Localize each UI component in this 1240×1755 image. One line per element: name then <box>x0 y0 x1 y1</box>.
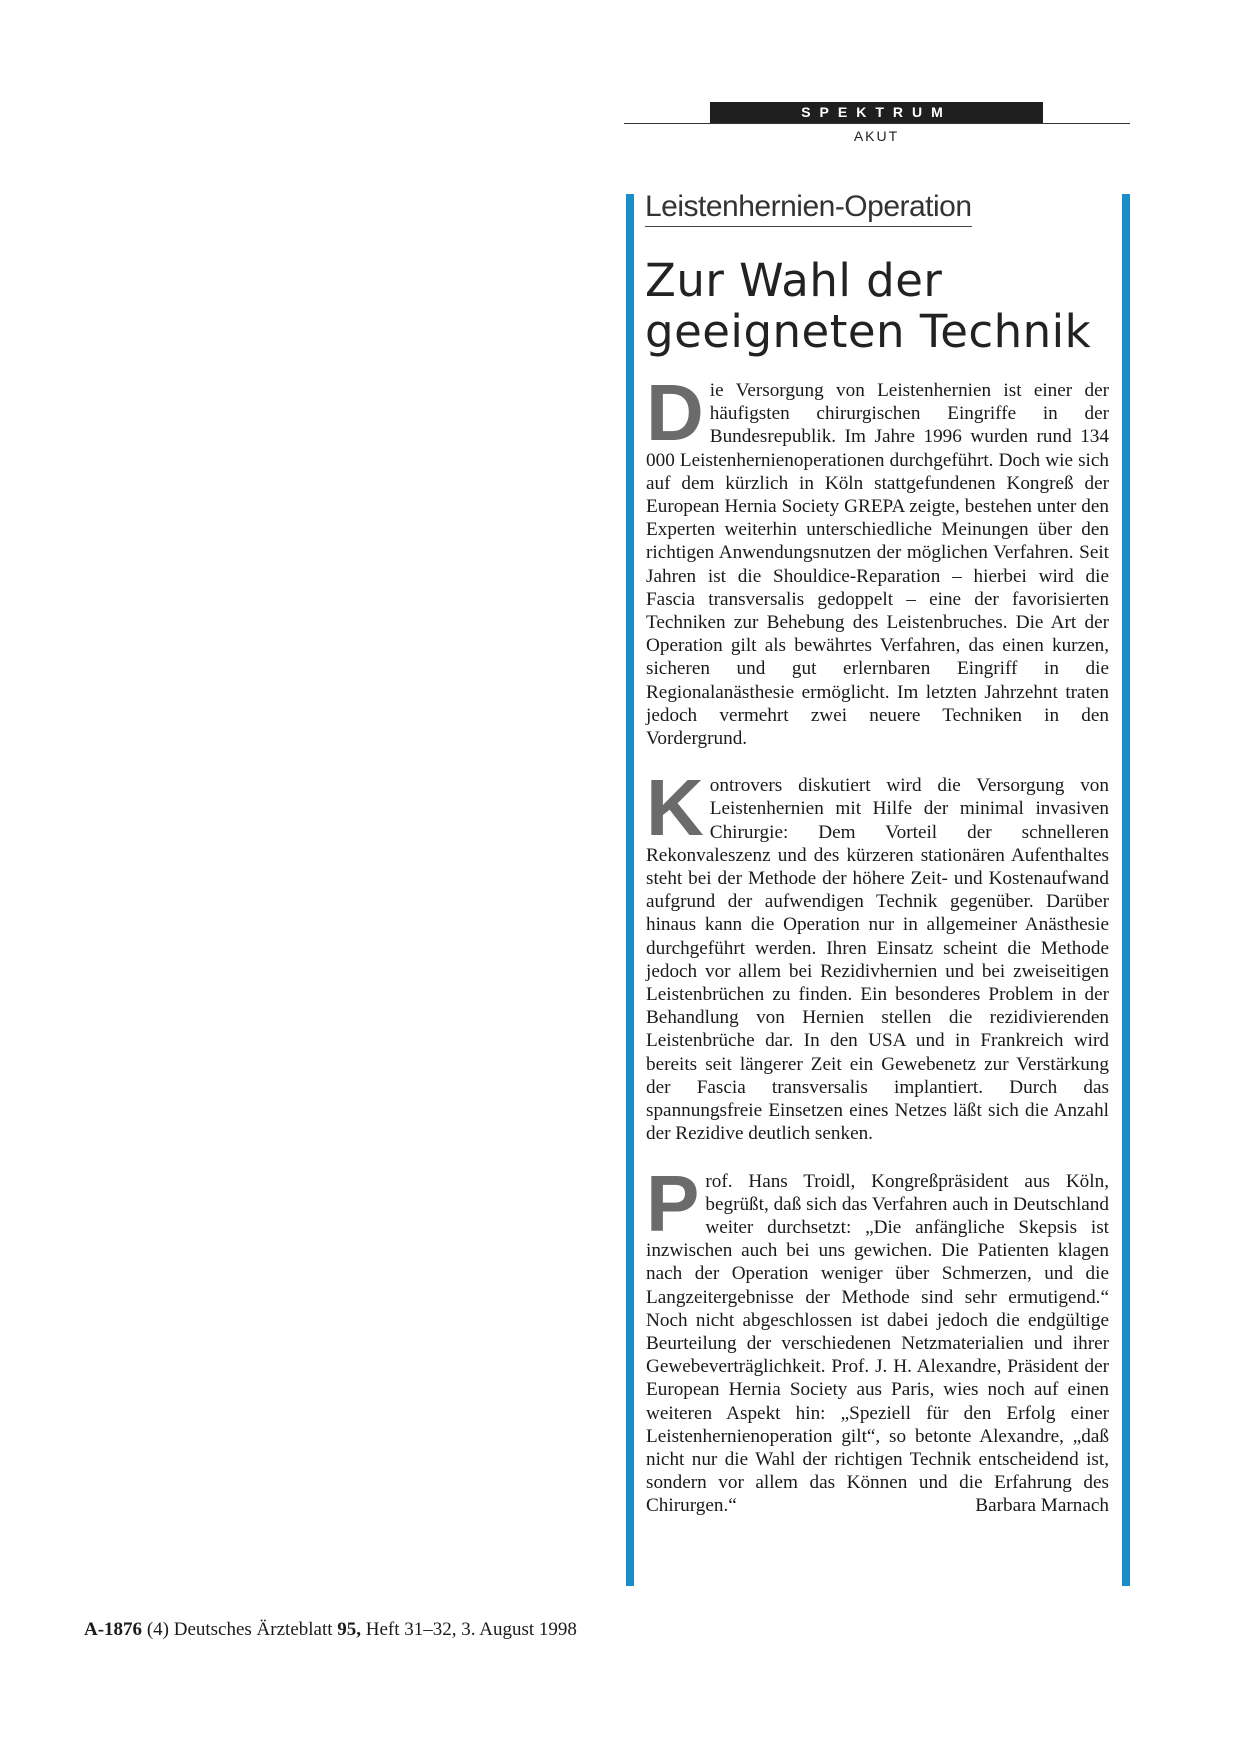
drop-cap: K <box>646 763 702 853</box>
volume-number: 95, <box>337 1619 362 1640</box>
paragraph-text: rof. Hans Troidl, Kongreßpräsident aus Köln, begrüßt, daß sich das Verfahren auch in Deutschland weiter durchsetzt: „Die anfängliche Skepsis ist inzwischen auch bei uns gewichen. Die Patienten klagen nach der Operation weniger über Schmerzen, und die Langzeitergebnisse der Methode sind sehr ermutigend.“ Noch nicht abgeschlossen ist dabei jedoch die endgültige Beurteilung der verschiedenen Netzmaterialien und ihrer Gewebeverträglichkeit. Prof. J. H. Alexandre, Präsident der European Hernia Society aus Paris, wies noch auf einen weiteren Aspekt hin: „Speziell für den Erfolg einer Leistenhernienoperation gilt“, so betonte Alexandre, „daß nicht nur die Wahl der richtigen Technik entscheidend ist, sondern vor allem das Können und die Erfahrung des Chirurgen.“ <box>646 1170 1109 1517</box>
article-body <box>646 368 1109 1542</box>
paragraph <box>646 763 1109 1145</box>
issue-date: Heft 31–32, 3. August 1998 <box>365 1619 577 1640</box>
paragraph <box>646 368 1109 750</box>
drop-cap: D <box>646 368 702 457</box>
page-reference: A-1876 <box>84 1619 143 1640</box>
paragraph-text: ie Versorgung von Leistenhernien ist einer der häufigsten chirurgischen Eingriffe in der Bundesrepublik. Im Jahre 1996 wurden rund 134 000 Leistenhernienoperationen durchgeführt. Doch wie sich auf dem kürzlich in Köln stattgefundenen Kongreß der European Hernia Society GREPA zeigte, bestehen unter den Experten weiterhin unterschiedliche Meinungen über den richtigen Anwendungsnutzen der möglichen Verfahren. Seit Jahren ist die Shouldice-Reparation – hierbei wird die Fascia transversalis gedoppelt – eine der favorisierten Techniken zur Behebung des Leistenbruches. Die Art der Operation gilt als bewährtes Verfahren, das einen kurzen, sicheren und gut erlernbaren Eingriff in die Regionalanästhesie ermöglicht. Im letzten Jahrzehnt traten jedoch vermehrt zwei neuere Techniken in den Vordergrund. <box>646 380 1109 750</box>
accent-bar-left <box>626 194 634 1586</box>
paragraph-text: ontrovers diskutiert wird die Versorgung von Leistenhernien mit Hilfe der minimal invasiven Chirurgie: Dem Vorteil der schnelleren Rekonvaleszenz und des kürzeren stationären Aufenthaltes steht bei der Methode der höhere Zeit- und Kostenaufwand aufgrund der aufwendigen Technik gegenüber. Darüber hinaus kann die Operation nur in allgemeiner Anästhesie durchgeführt werden. Ihren Einsatz scheint die Methode jedoch vor allem bei Rezidivhernien und bei zweiseitigen Leistenbrüchen zu finden. Ein besonderes Problem in der Behandlung von Hernien stellen die rezidivierenden Leistenbrüche dar. In den USA und in Frankreich wird bereits seit längerer Zeit ein Gewebenetz zur Verstärkung der Fascia transversalis implantiert. Durch das spannungsfreie Einsetzen eines Netzes läßt sich die Anzahl der Rezidive deutlich senken. <box>646 775 1109 1145</box>
drop-cap: P <box>646 1158 698 1248</box>
author-byline: Barbara Marnach <box>975 1495 1109 1517</box>
accent-bar-right <box>1122 194 1130 1586</box>
section-label: SPEKTRUM <box>710 102 1043 123</box>
page-footer <box>84 1619 577 1641</box>
article-kicker: Leistenhernien-Operation <box>645 190 972 227</box>
header-rule <box>624 123 1130 124</box>
article-headline: Zur Wahl der geeigneten Technik <box>645 254 1092 358</box>
subsection-label: AKUT <box>853 128 900 144</box>
journal-name: (4) Deutsches Ärzteblatt <box>146 1619 333 1640</box>
paragraph <box>646 1158 1109 1518</box>
